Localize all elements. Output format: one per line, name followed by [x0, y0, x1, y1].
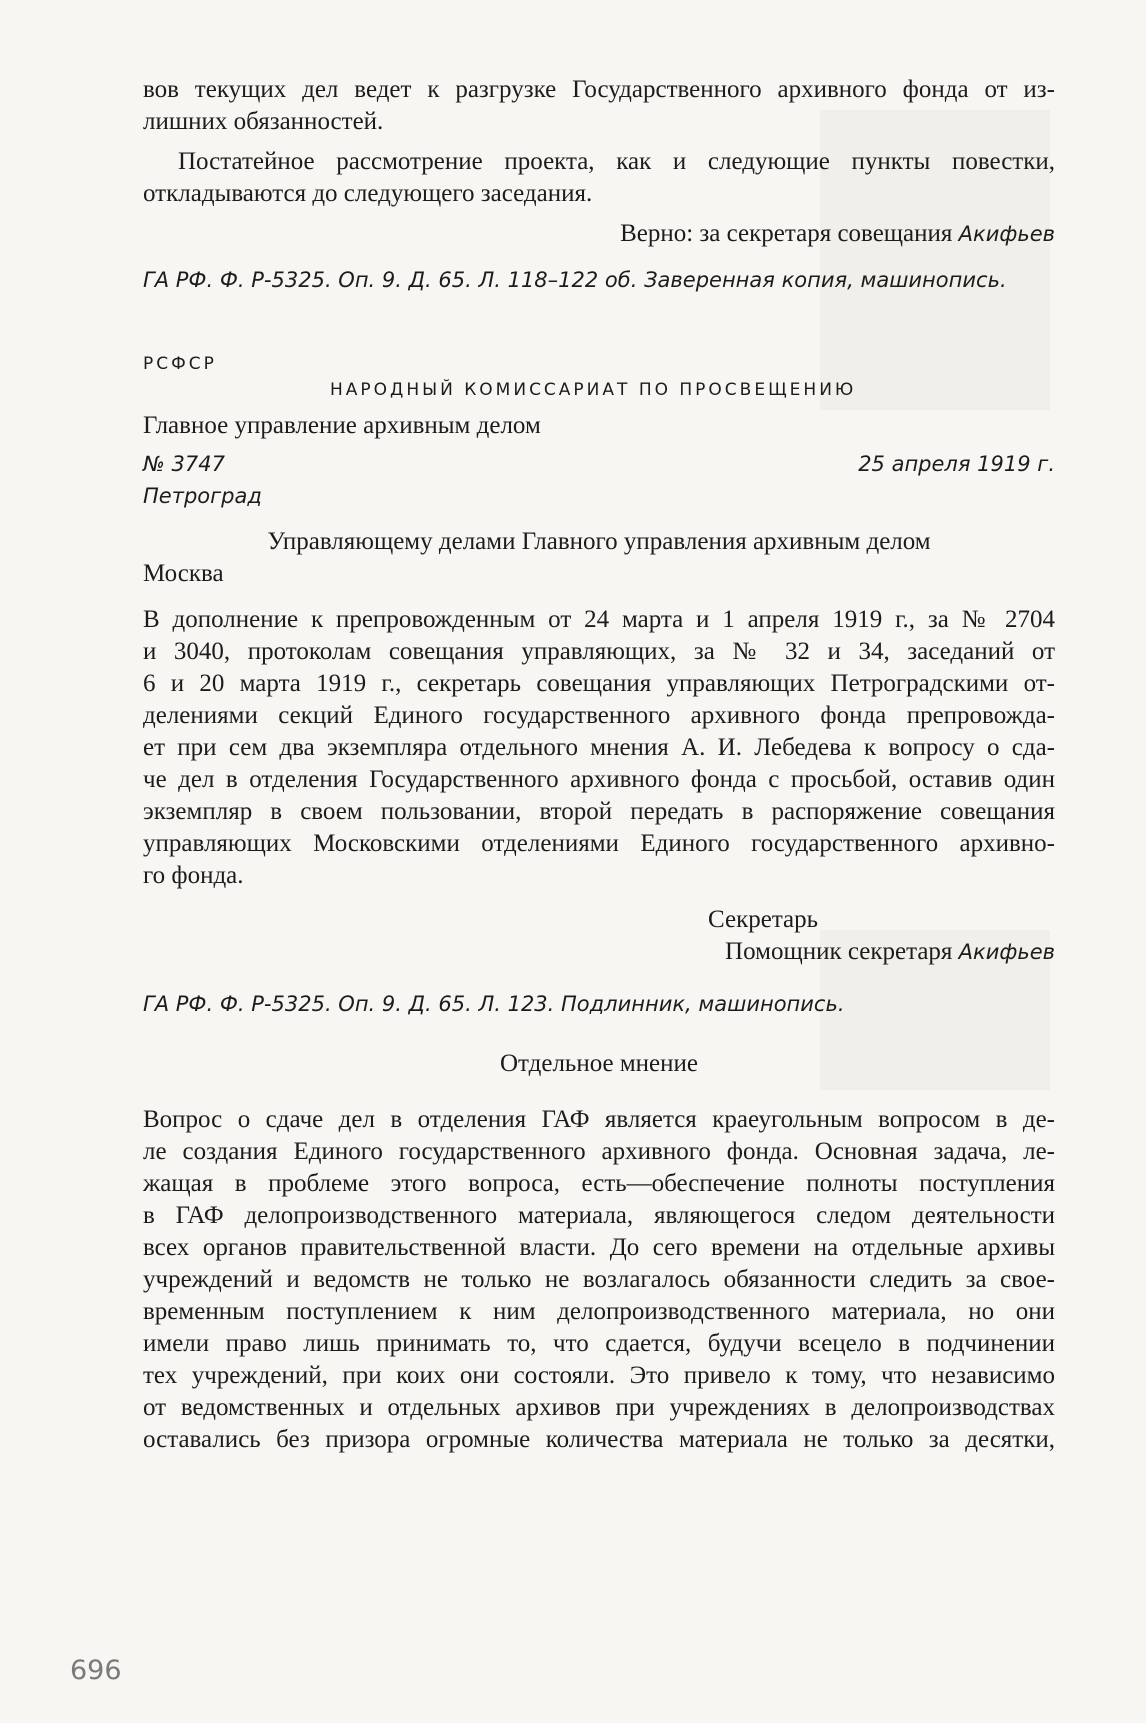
letter-number: № 3747: [143, 452, 225, 476]
signature-assistant: [725, 936, 1055, 968]
archive-reference: ГА РФ. Ф. Р-5325. Оп. 9. Д. 65. Л. 118–122 об. Заверенная копия, машинопись.: [143, 268, 1007, 292]
archive-reference: ГА РФ. Ф. Р-5325. Оп. 9. Д. 65. Л. 123. Подлинник, машинопись.: [143, 992, 845, 1016]
body-line: от ведомственных и отдельных архивов при учреждениях в делопроизводствах: [143, 1394, 1055, 1421]
body-line: вов текущих дел ведет к разгрузке Государственного архивного фонда от из-: [143, 76, 1055, 103]
body-line: откладываются до следующего заседания.: [143, 180, 593, 207]
section-title: Отдельное мнение: [499, 1050, 699, 1077]
letter-date: 25 апреля 1919 г.: [858, 452, 1055, 476]
body-line: Постатейное рассмотрение проекта, как и следующие пункты повестки,: [178, 148, 1055, 175]
body-line: ле создания Единого государственного архивного фонда. Основная задача, ле-: [143, 1138, 1055, 1165]
body-line: управляющих Московскими отделениями Единого государственного архивно-: [143, 830, 1055, 857]
body-line: В дополнение к препровожденным от 24 марта и 1 апреля 1919 г., за № 2704: [143, 606, 1055, 633]
letter-city: Петроград: [143, 484, 262, 508]
letterhead-rsfsr: РСФСР: [143, 354, 217, 374]
signature-name: Акифьев: [958, 222, 1055, 246]
body-line: 6 и 20 марта 1919 г., секретарь совещания управляющих Петроградскими от-: [143, 670, 1055, 697]
body-line: оставались без призора огромные количества материала не только за десятки,: [143, 1426, 1055, 1453]
body-line: экземпляр в своем пользовании, второй передать в распоряжение совещания: [143, 798, 1055, 825]
body-line: в ГАФ делопроизводственного материала, являющегося следом деятельности: [143, 1202, 1055, 1229]
body-line: че дел в отделения Государственного архивного фонда с просьбой, оставив один: [143, 766, 1055, 793]
signature-prefix: Верно: за секретаря совещания: [620, 220, 953, 247]
letterhead-directorate: Главное управление архивным делом: [143, 412, 541, 439]
body-line: учреждений и ведомств не только не возлагалось обязанности следить за свое-: [143, 1266, 1055, 1293]
body-line: всех органов правительственной власти. До сего времени на отдельные архивы: [143, 1234, 1055, 1261]
body-line: тех учреждений, при коих они состояли. Это привело к тому, что независимо: [143, 1362, 1055, 1389]
body-line: ет при сем два экземпляра отдельного мнения А. И. Лебедева к вопросу о сда-: [143, 734, 1055, 761]
body-line: делениями секций Единого государственного архивного фонда препровожда-: [143, 702, 1055, 729]
letter-addressee-city: Москва: [143, 560, 224, 587]
body-line: жащая в проблеме этого вопроса, есть—обеспечение полноты поступления: [143, 1170, 1055, 1197]
body-line: лишних обязанностей.: [143, 108, 384, 135]
page-number: 696: [70, 1655, 122, 1686]
certification-signature: [620, 218, 1055, 250]
body-line: временным поступлением к ним делопроизводственного материала, но они: [143, 1298, 1055, 1325]
body-line: го фонда.: [143, 862, 244, 889]
body-line: имели право лишь принимать то, что сдается, будучи всецело в подчинении: [143, 1330, 1055, 1357]
signature-title-assistant: Помощник секретаря: [725, 938, 953, 965]
signature-title-secretary: Секретарь: [708, 906, 819, 933]
signature-name: Акифьев: [958, 940, 1055, 964]
body-line: и 3040, протоколам совещания управляющих, за № 32 и 34, заседаний от: [143, 638, 1055, 665]
letter-addressee: Управляющему делами Главного управления архивным делом: [267, 528, 931, 555]
body-line: Вопрос о сдаче дел в отделения ГАФ является краеугольным вопросом в де-: [143, 1106, 1055, 1133]
letterhead-commissariat: НАРОДНЫЙ КОМИССАРИАТ ПО ПРОСВЕЩЕНИЮ: [330, 380, 857, 400]
